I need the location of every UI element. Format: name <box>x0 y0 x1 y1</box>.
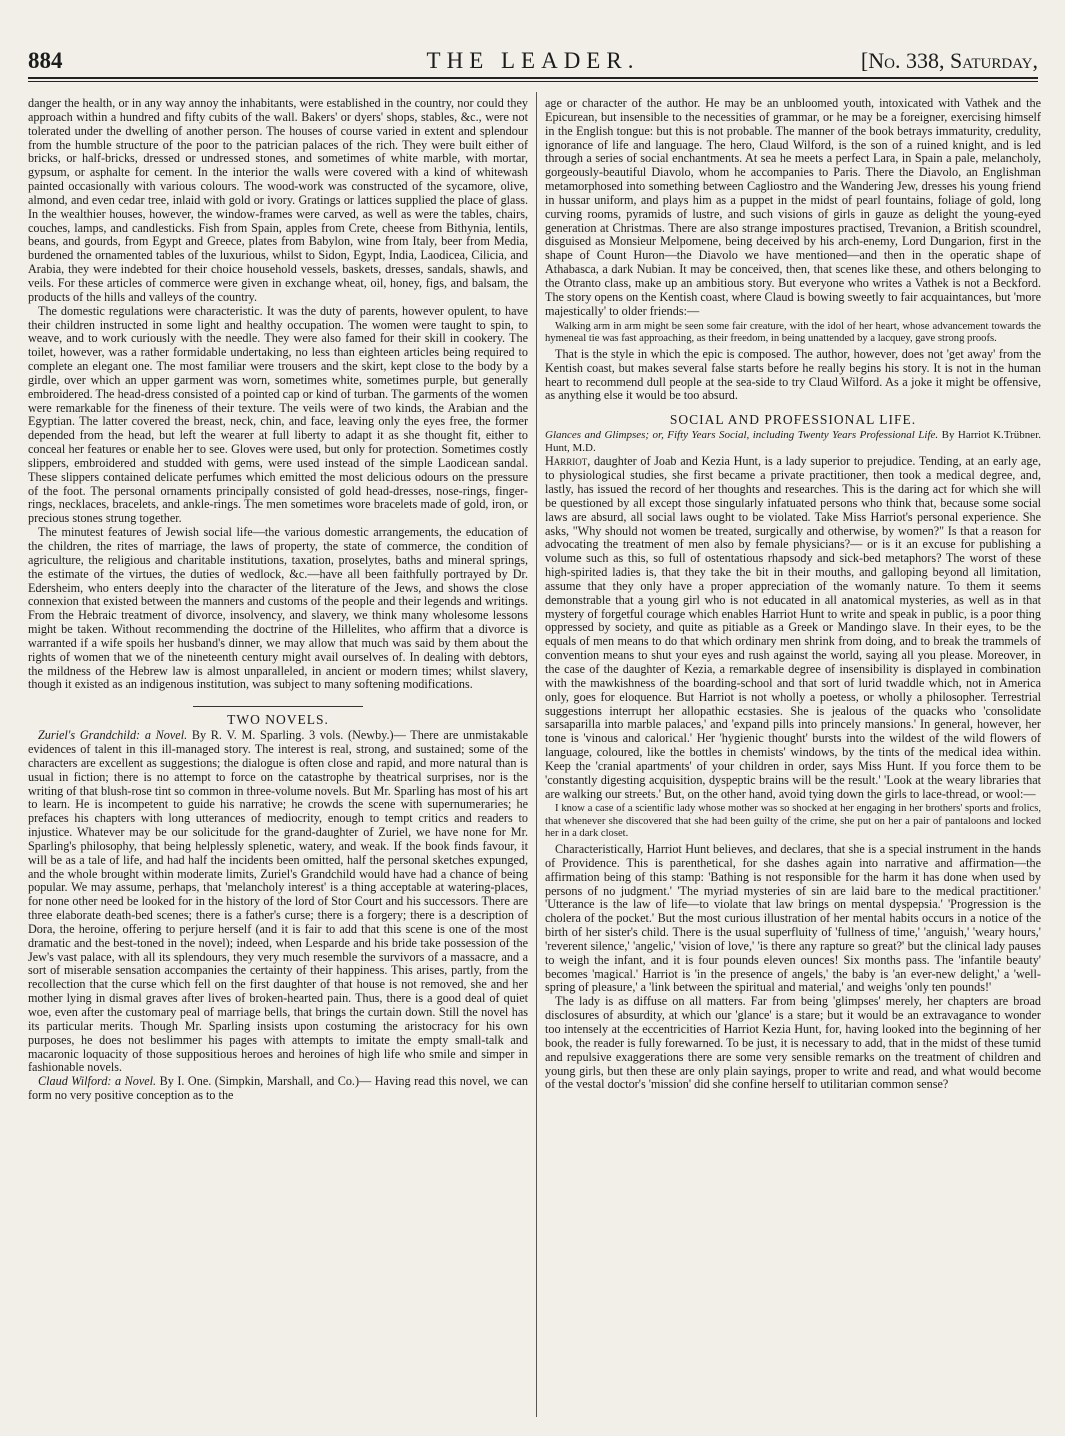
book-byline <box>545 429 1041 454</box>
page-number: 884 <box>28 48 63 73</box>
header-rule <box>28 77 1038 79</box>
paragraph: That is the style in which the epic is composed. The author, however, does not 'get away' from the Kentish coast, but makes several false starts before he really begins his story. It is not in the human heart to recommend dull people at the sea-side to try Claud Wilford. As a joke it might be offensive, as anything else it would be too absurd. <box>545 346 1041 403</box>
book-title: Claud Wilford: a Novel. <box>38 1074 157 1089</box>
paragraph: danger the health, or in any way annoy the inhabitants, were established in the country, nor could they approach within a hundred and fifty cubits of the wall. Bakers' or dyers' shops, stables, &c., were not tolerated under the dwelling of another person. The houses of course varied in extent and splendour from the humble structure of the poor to the patrician palaces of the rich. They were built either of bricks, or half-bricks, dressed or undressed stones, and sometimes of white marble, with mortar, gypsum, or asphalte for cement. In the interior the walls were covered with a kind of whitewash painted occasionally with various colours. The wood-work was constructed of the sycamore, olive, almond, and even cedar tree, inlaid with gold or ivory. Gratings or lattices supplied the place of glass. In the wealthier houses, however, the window-frames were carved, as well as were the tables, chairs, couches, lamps, and candlesticks. Fish from Spain, apples from Crete, cheese from Bithynia, lentils, beans, and gourds, from Egypt and Greece, plates from Babylon, wine from Italy, beer from Media, burdened the ornamented tables of the luxurious, whilst to Sidon, Egypt, India, Laodicea, Cilicia, and Arabia, they were indebted for their choice household vessels, baskets, dresses, sandals, shawls, and veils. For these articles of commerce were given in exchange wheat, oil, honey, figs, and balsam, the products of the hills and valleys of the country. <box>28 97 528 304</box>
page-header <box>28 44 1038 84</box>
review-paragraph <box>28 729 528 1075</box>
review-paragraph <box>28 1075 528 1103</box>
section-heading: TWO NOVELS. <box>227 712 329 728</box>
section-rule <box>193 706 363 707</box>
review-text: daughter of Joab and Kezia Hunt, is a lady superior to prejudice. Tending, at an early age, to physiological studies, she first became a private practitioner, then took a medical degree, and, lastly, has issued the record of her thoughts and researches. This is the daring act for which she will be questioned by all except those singularly infatuated persons who think that, because some social laws are absurd, all social laws ought to be violated. Take Miss Harriot's personal experience. She asks, "Why should not women be treated, surgically and otherwise, by women?" Is that a reason for advocating the treatment of men also by female physicians?— or is it an excuse for publishing a volume such as this, so full of ostentatious rhapsody and sick-bed metaphors? The worst of these high-spirited ladies is, that they take the bit in their mouths, and galloping beyond all limitation, assume that they only have a proper appreciation of the womanly nature. To them it seems demonstrable that a young girl who is not educated in all anatomical mysteries, as well as in that mystery of forgetful courage which enables Harriot Hunt to write and speak in public, is a poor thing oppressed by society, and quite as pitiable as a Greek or Mandingo slave. In their eyes, to be the equals of men means to do that which ordinary men shrink from doing, and to break the trammels of convention means to shut your eyes and rush against the world, saying all you please. Moreover, in the case of the daughter of Kezia, a remarkable degree of insensibility is displayed in combination with the mawkishness of the boarding-school and that sort of lurid twaddle which, not in America only, goes for eloquence. But Harriot is not wholly a poetess, or wholly a philosopher. Terrestrial suggestions interrupt her allopathic ecstasies. She is jealous of the quacks who 'consolidate sarsaparilla into marble palaces,' and 'expand pills into princely mansions.' In general, however, her tone is 'vinous and calorical.' Her 'hygienic thought' bursts into the wildest of the wild flowers of language, coloured, like the bottles in chemists' windows, by the tints of the medical idea within. Keep the 'cranial apartments' of your children in order, says Miss Hunt. If you force them to be 'constantly digesting acquisition, dyspeptic brains will be the result.' 'Look at the weary libraries that are walking our streets.' But, on the other hand, avoid tying down the girls to lace-thread, or wool:— <box>545 454 1041 801</box>
block-quote: I know a case of a scientific lady whose mother was so shocked at her engaging in her brothers' sports and frolics, that whenever she discovered that she had been guilty of the crime, she put on her a pair of pantaloons and locked her in a dark closet. <box>545 803 1041 839</box>
column-divider <box>536 92 537 1417</box>
paragraph: age or character of the author. He may be an unbloomed youth, intoxicated with Vathek and the Epicurean, but insensible to the necessities of grammar, or he may be a foreigner, exercising himself in the English tongue: but this is not probable. The manner of the book betrays immaturity, credulity, ignorance of life and language. The hero, Claud Wilford, is the son of a ruined knight, and is led through a series of social enchantments. At sea he meets a perfect Lara, in Spain a pale, melancholy, gorgeously-beautiful Diavolo, whom he accompanies to Paris. There the Diavolo, an Englishman metamorphosed into something between Cagliostro and the Wandering Jew, dresses his young friend in hussar uniform, and plays him as a puppet in the midst of pearl fountains, foliage of gold, long curving rooms, pyramids of lustre, and such visions of girls in gauze as delight the young-eyed generation at Christmas. There are also strange impostures practised, Trevanion, a British scoundrel, disguised as Monsieur Melpomene, being deceived by his arch-enemy, Lord Dungarion, first in the shape of Count Huron—the Diavolo we have mentioned—and then in the operatic shape of Athabasca, a dark Nubian. It may be conceived, then, that scenes like these, and others belonging to the Otranto class, make up an ambitious story. But everyone who writes a Vathek is not a Beckford. The story opens on the Kentish coast, where Claud is bowing sweetly to fair acquaintances, but 'more majestically' to older friends:— <box>545 97 1041 318</box>
section-heading: SOCIAL AND PROFESSIONAL LIFE. <box>669 412 917 428</box>
paragraph: The domestic regulations were characteristic. It was the duty of parents, however opulent, to have their children instructed in some light and healthy occupation. The women were taught to spin, to weave, and to work curiously with the needle. They were also famed for their skill in cookery. The toilet, however, was a rather formidable undertaking, no less than eighteen articles being required to complete an elegant one. The most familiar were trousers and the skirt, kept close to the body by a girdle, over which an upper garment was worn, sometimes white, sometimes purple, but generally embroidered. The head-dress consisted of a pointed cap or kind of turban. The garments of the women were remarkable for the fineness of their texture. The veils were of two kinds, the Arabian and the Egyptian. The latter covered the breast, neck, chin, and face, leaving only the eyes free, the former depended from the head, but left the wearer at full liberty to adapt it as she thought fit, either to conceal her features or enable her to see. Gloves were used, but only for protection. Sometimes costly slippers, embroidered and studded with gems, were used instead of the simple Laodicean sandal. These slippers contained delicate perfumes which emitted the most delicious odours on the pressure of the foot. The personal ornaments principally consisted of gold head-dresses, nose-rings, finger-rings, necklaces, bracelets, and ankle-rings. The men sometimes wore bracelets made of gold, iron, or precious stones strung together. <box>28 303 528 526</box>
paragraph: The minutest features of Jewish social life—the various domestic arrangements, the education of the children, the rites of marriage, the laws of property, the state of commerce, the condition of agriculture, the religious and charitable institutions, taxation, proselytes, baths and mineral springs, the estimate of the virtues, the duties of wedlock, &c.—have all been faithfully portrayed by Dr. Edersheim, who enters deeply into the character of the literature of the Jews, and shows the close connexion that existed between the manners and customs of the people and their legends and writings. From the Hebraic treatment of divorce, insolvency, and slavery, we think many wholesome lessons might be taken. Without recommending the doctrine of the Hillelites, who affirm that a divorce is warranted if a wife spoils her husband's dinner, we may allow that much was said by them about the rights of women that we of the nineteenth century might avail ourselves of. In dealing with debtors, the mildness of the Hebrew law is almost unparalleled, in ancient or modern times; whilst slavery, though it existed as an indigenous institution, was subject to many softening modifications. <box>28 525 528 692</box>
book-author: By Harriot K. Hunt, M.D. <box>545 429 1004 454</box>
review-text: By I. One. (Simpkin, Marshall, and Co.)— Having read this novel, we can form no very positive conception as to the <box>28 1074 528 1103</box>
review-paragraph <box>545 455 1041 801</box>
right-column <box>545 97 1041 1417</box>
block-quote: Walking arm in arm might be seen some fair creature, with the idol of her heart, whose advancement towards the hymeneal tie was fast approaching, as their freedom, in being unattended by a lacquey, gave strong proofs. <box>545 320 1041 344</box>
left-column <box>28 97 528 1417</box>
book-title: Glances and Glimpses; or, Fifty Years Social, including Twenty Years Professional Life. <box>545 429 939 442</box>
paragraph: The lady is as diffuse on all matters. Far from being 'glimpses' merely, her chapters are broad disclosures of absurdity, at which our 'glance' is a stare; but it would be an extravagance to wonder too intensely at the eccentricities of Harriot Kezia Hunt, for, having looked into the beginning of her book, the reader is fully forewarned. To be just, it is necessary to add, that in the midst of these tumid and repulsive exaggerations there are some very sensible remarks on the treatment of children and young girls, but then these are only plain sayings, proper to write and read, and what would become of the vestal doctor's 'mission' did she confine herself to utilitarian common sense? <box>545 994 1041 1092</box>
publisher: Trübner. <box>1003 429 1041 442</box>
book-title: Zuriel's Grandchild: a Novel. <box>38 728 188 743</box>
review-text: By R. V. M. Sparling. 3 vols. (Newby.)— There are unmistakable evidences of talent in this ill-managed story. The interest is real, strong, and sustained; some of the characters are excellent as suggestions; the dialogue is often close and rapid, and more natural than is usual in fiction; there is no attempt to force on the catastrophe by theatrical surprises, nor is the writing of that blush-rose tint so common in three-volume novels. But Mr. Sparling has most of his art to learn. He is incompetent to guide his narrative; he crowds the scene with supernumeraries; he prefaces his chapters with long utterances of mediocrity, enough to tempt critics and readers to injustice. Whatever may be our solicitude for the grand-daughter of Zuriel, we have none for Mr. Sparling's philosophy, that being helplessly splenetic, watery, and weak. If the book finds favour, it will be as a tale of life, and had half the incidents been omitted, half the personal sketches expunged, and the whole brought within moderate limits, Zuriel's Grandchild would have had a chance of being popular. We may assume, perhaps, that 'melancholy interest' is a thing acceptable at watering-places, for none other need be looked for in the history of the lord of Stor Court and his successors. There are three elaborate death-bed scenes; there is a father's curse; there is a forgery; there is a description of Dora, the heroine, offering to perjure herself (and it is fair to add that this scene is one of the most dramatic and the best-toned in the novel); indeed, when Lesparde and his bride take possession of the Jew's vast palace, with all its splendours, they very much resemble the survivors of a massacre, and a sort of miserable sensation accompanies the certainty of their happiness. This arises, partly, from the recollection that the curse which fell on the first daughter of that house is not removed, she and her mother lying in dismal graves after lives of broken-hearted pain. Thus, there is a good deal of quiet woe, even after the customary peal of marriage bells, that brings the curtain down. Still the novel has its particular merits. Though Mr. Sparling insists upon costuming the aristocracy for his own purposes, he does not beslimmer his pages with attempts to imitate the empty small-talk and macaronic loquacity of those suppositious heroes and heroines of high life who smile and simper in fashionable novels. <box>28 728 528 1075</box>
header-rule-thin <box>28 81 1038 82</box>
paragraph: Characteristically, Harriot Hunt believes, and declares, that she is a special instrument in the hands of Providence. This is parenthetical, for she dashes again into narrative and affirmation—the affirmation being of this stamp: 'Bathing is not responsible for the harm it has done when used by persons of no judgment.' 'The myriad mysteries of sin are laid bare to the medical practitioner.' 'Utterance is the law of life—to violate that law brings on mental dyspepsia.' 'Progression is the cholera of the pocket.' But the most curious illustration of her mental habits occurs in a notice of the birth of her sister's child. There is the usual superfluity of 'fullness of time,' 'anguish,' 'weary hours,' 'reverent silence,' 'angelic,' 'vision of love,' 'is there any rapture so great?' but the clinical lady pauses to weigh the infant, and it is four pounds eleven ounces! Six months pass. The 'infantile beauty' becomes 'magical.' Harriot is 'in the presence of angels,' the baby is 'an ever-new delight,' a 'well-spring of pleasure,' a 'link between the spiritual and material,' and weighs 'only ten pounds!' <box>545 842 1041 995</box>
issue-label: [No. 338, Saturday, <box>860 48 1038 73</box>
lead-word: Harriot, <box>545 454 591 469</box>
masthead-title: THE LEADER. <box>426 48 640 73</box>
